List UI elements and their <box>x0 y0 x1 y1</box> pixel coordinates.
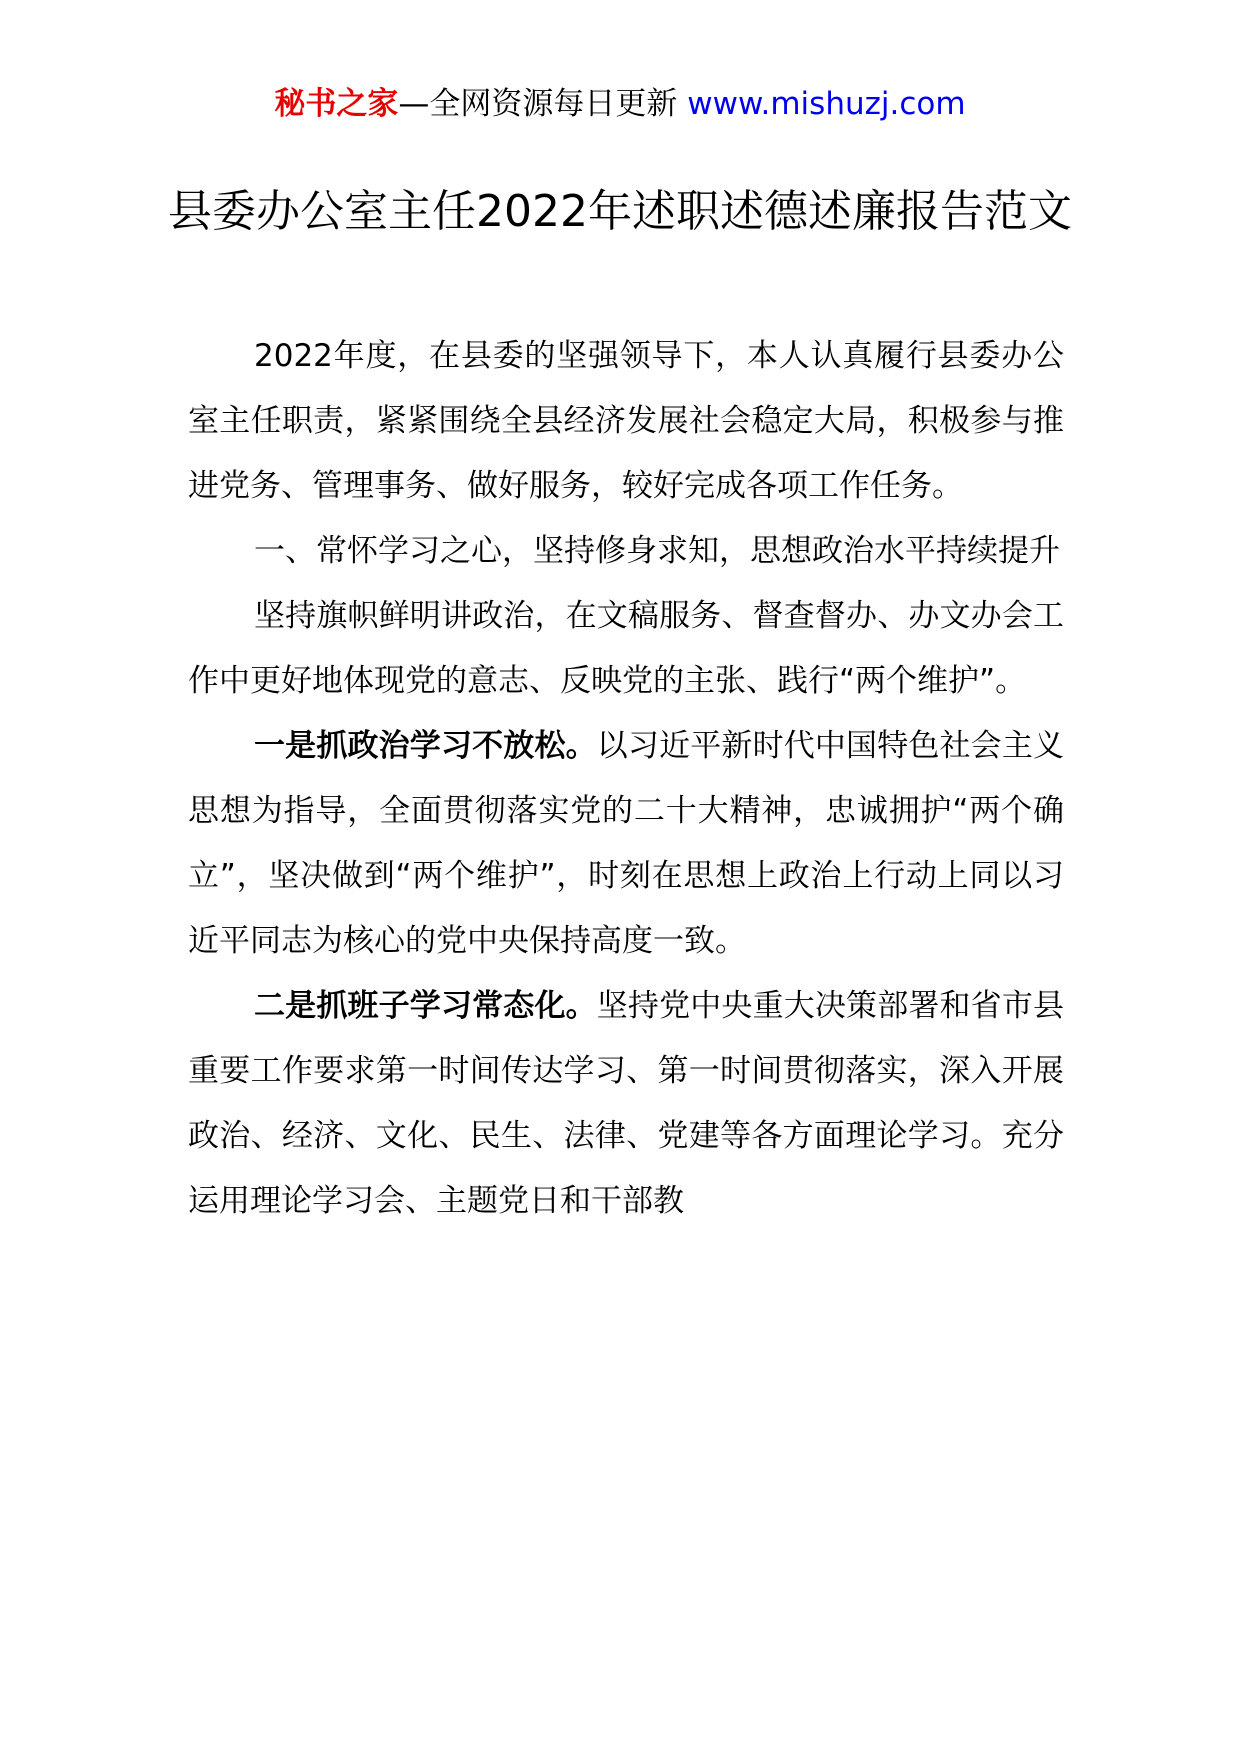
site-tagline: —全网资源每日更新 <box>398 86 688 122</box>
section-heading <box>188 519 1064 584</box>
paragraph-text: 坚持旗帜鲜明讲政治，在文稿服务、督查督办、办文办会工作中更好地体现党的意志、反映党的主张、践行“两个维护”。 <box>188 598 1064 699</box>
point-lead: 二是抓班子学习常态化。 <box>254 988 597 1024</box>
section-heading-text: 一、常怀学习之心，坚持修身求知，思想政治水平持续提升 <box>254 533 1060 569</box>
paragraph-text: 以习近平新时代中国特色社会主义思想为指导，全面贯彻落实党的二十大精神，忠诚拥护“两个确立”，坚决做到“两个维护”，时刻在思想上政治上行动上同以习近平同志为核心的党中央保持高度一致。 <box>188 728 1065 959</box>
paragraph-point-two <box>188 974 1064 1234</box>
paragraph-point-one <box>188 714 1064 974</box>
site-url-link[interactable]: www.mishuzj.com <box>687 86 966 122</box>
paragraph-text: 2022年度，在县委的坚强领导下，本人认真履行县委办公室主任职责，紧紧围绕全县经济发展社会稳定大局，积极参与推进党务、管理事务、做好服务，较好完成各项工作任务。 <box>188 338 1064 504</box>
document-body <box>188 324 1064 1234</box>
paragraph-intro <box>188 324 1064 519</box>
paragraph-section-intro <box>188 584 1064 714</box>
brand-name: 秘书之家 <box>274 86 399 122</box>
site-header <box>0 84 1240 124</box>
point-lead: 一是抓政治学习不放松。 <box>254 728 597 764</box>
document-title: 县委办公室主任2022年述职述德述廉报告范文 <box>168 186 1072 237</box>
paragraph-text: 坚持党中央重大决策部署和省市县重要工作要求第一时间传达学习、第一时间贯彻落实，深入开展政治、经济、文化、民生、法律、党建等各方面理论学习。充分运用理论学习会、主题党日和干部教 <box>188 988 1065 1219</box>
